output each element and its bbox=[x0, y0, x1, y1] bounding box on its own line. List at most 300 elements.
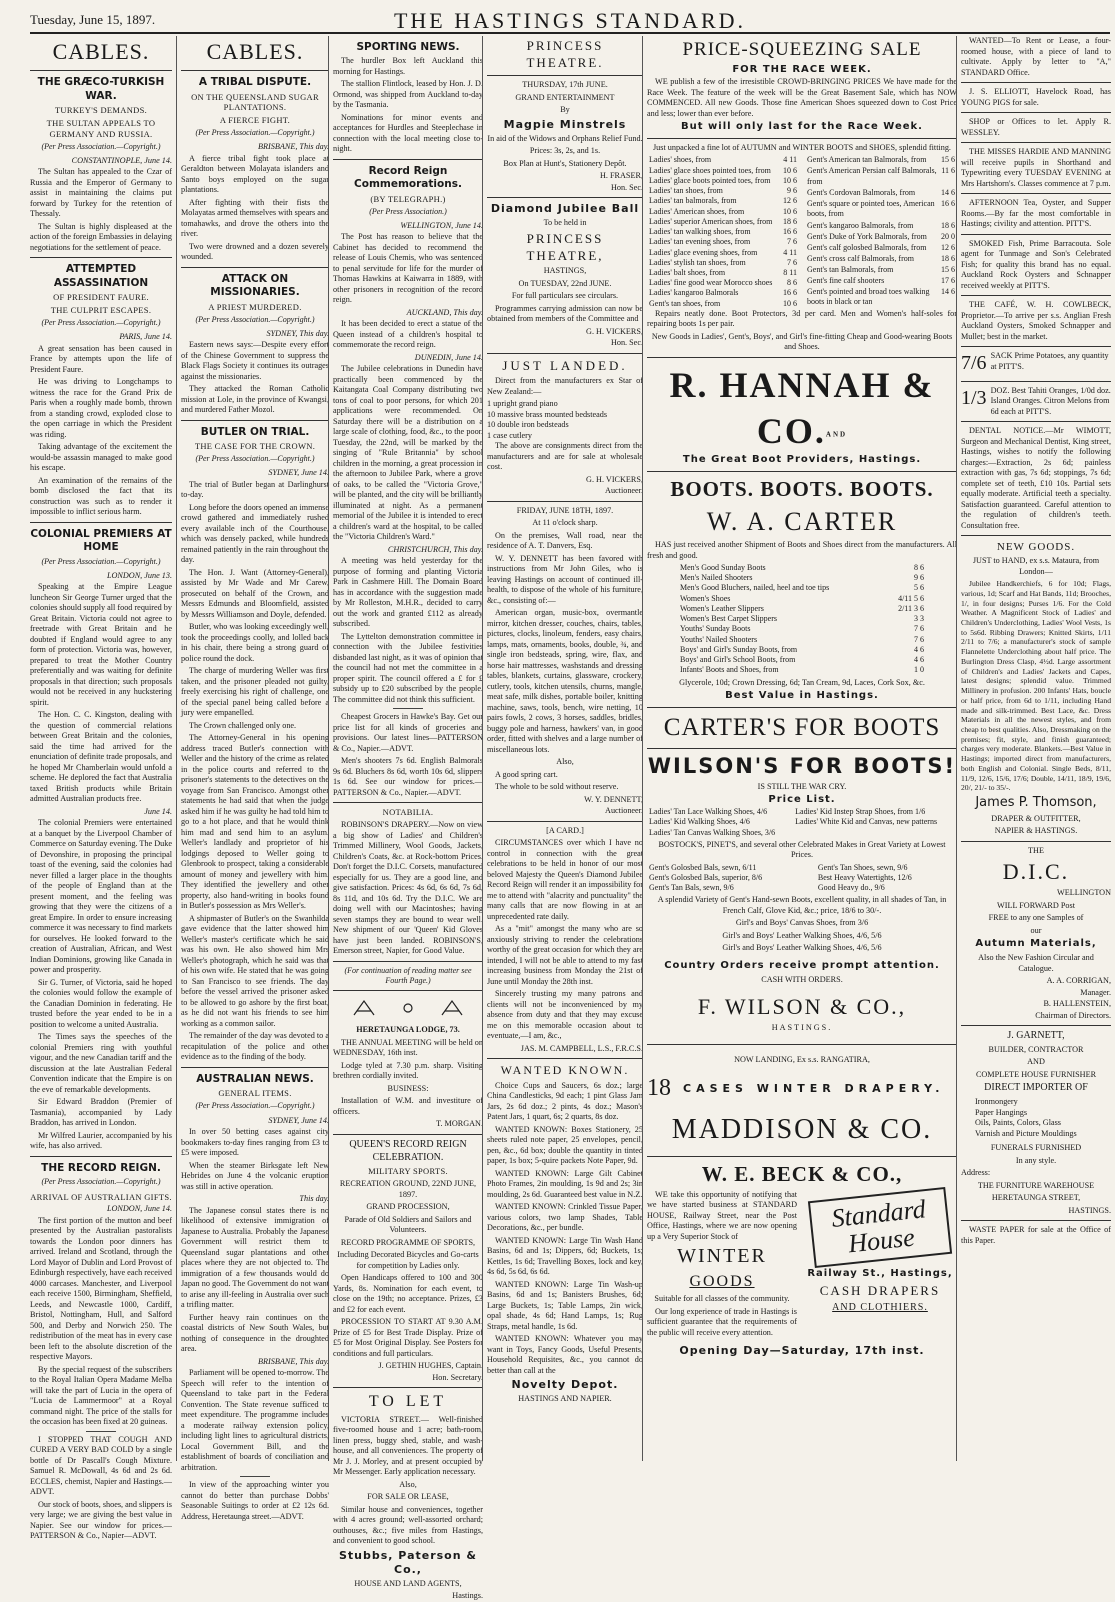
for-sale: FOR SALE OR LEASE, bbox=[367, 1492, 449, 1502]
paragraph: The Hon. C. C. Kingston, dealing with the question of commercial relations between Great Britain and the colonies, said the time had arrived for the enunciation of definite trade proposals, and he hoped Mr Chamberlain would unfold a scheme. He deplored the fact that Australia taxed British products while Britain admitted Australian products free. bbox=[30, 710, 172, 804]
compass-right-icon bbox=[442, 1001, 462, 1015]
beck-logo-area bbox=[803, 1190, 957, 1341]
beck-body bbox=[647, 1190, 957, 1341]
paper-title: THE HASTINGS STANDARD. bbox=[393, 8, 747, 33]
price-row bbox=[805, 188, 957, 199]
article-title: ATTACK ON MISSIONARIES. bbox=[210, 272, 300, 299]
logo-line: House bbox=[846, 1222, 916, 1259]
price-cell: 7 6 bbox=[914, 634, 924, 644]
paragraph: The Jubilee celebrations in Dunedin have practically been commenced by the Kaitangata Coal Company distributing two tons of coal to poor persons, for which 201 applications were recommended. On Saturday there will be a distribution on a large scale of clothing, food, &c., to the poor. Tuesday, the 22nd, will be marked by the singing of "Rule Britannia" by school children in the morning, a great procession in the afternoon to Jubilee Park, where a grove of oaks, to be called the "Victoria Grove," will be planted, and the city will be brilliantly illuminated at night. As a permanent memorial of the Jubilee it is intended to erect a children's ward at the hospital, to be called the "Victoria Children's Ward." bbox=[333, 364, 483, 542]
price-cell: 20 0 bbox=[941, 232, 955, 242]
paragraph: Open Handicaps offered to 100 and 300 Yards, 8s. Nomination for each event, to close on the 19th; no acceptance. Prizes, £3 and £2 for each event. bbox=[333, 1273, 483, 1314]
article-title: ATTEMPTED ASSASSINATION bbox=[53, 263, 149, 289]
new-goods-list: Jubilee Handkerchiefs, 6 for 10d; Flags, various, 1d; Scarf and Hat Bands, 11d; Brooches, 1/, in four designs; Purses 1/6. For the Cold Weather. A Magnificent Stock of Ladies' and Children's Underclothing, Ladies' Wool Vests, 1s to 5s6d. Ribbing Drawers; Knitted Skirts, 1/11 2/11 to 7/6; a manufacturer's stock of sample Flannelette Underclothing about half price. The Burlington Dress Clasp, 4½d. Large assortment of Children's and Ladies' Jackets and Capes, latest designs; splendid value. Trimmed Millinery in profusion. 200 Infants' Hats, boucle or half price, from 6d to 1/11, including Hand made and silk-trimmed. Best Lace, &c. Dress Materials in all the newest styles, and from cheap to best qualities. Also, Dressmaking on the premises; fit, style, and finish guaranteed; charges very moderate. Blankets.—Best Value in Hastings; imported direct from manufacturers, both English and Colonial. Single Beds, 8/11, 11/9, 12/6, 15/6, 17/6; Double, 14/11, 18/9, 19/6, 20/, 21/- to 35/-. bbox=[961, 579, 1111, 793]
garnett-address-label: Address: bbox=[961, 1168, 991, 1178]
divider bbox=[961, 295, 1111, 296]
price-cell: 10 6 bbox=[783, 298, 797, 308]
item-cell: Ladies' Tan Lace Walking Shoes, 4/6 bbox=[649, 807, 768, 817]
column-5 bbox=[642, 36, 961, 1461]
divider bbox=[86, 1431, 116, 1432]
item-cell: Ladies' tan evening shoes, from bbox=[649, 237, 751, 247]
garnett-line: AND bbox=[1027, 1057, 1045, 1067]
signature: Hon. Secretary. bbox=[432, 1372, 483, 1382]
paragraph: The first portion of the mutton and beef presented by the Australian pastoralists towards the London poor dinners has arrived. Ireland and Scotland, through the Lord Mayor of Dublin and Lord Provost of Edinburgh respectively, have each received 4000 carcases. Manchester, and Liverpool each receive 1500, Birmingham, Sheffield, Leeds, and Newcastle 1000, Cardiff, Bristol, Nottingham, Hull, and Salford 500, and Derby and Norwich 250. The redistribution of the meat has in every case been left to the absolute discretion of the respective Mayors. bbox=[30, 1215, 172, 1362]
also: Also, bbox=[556, 757, 574, 767]
beck-winter: WINTER bbox=[677, 1245, 767, 1268]
article-deck: THE CULPRIT ESCAPES. bbox=[50, 305, 152, 316]
sports-procession: GRAND PROCESSION, bbox=[366, 1202, 450, 1212]
paragraph: Mr Wilfred Laurier, accompanied by his wife, has also arrived. bbox=[30, 1130, 172, 1151]
dateline: CHRISTCHURCH, This day. bbox=[387, 544, 483, 554]
divider bbox=[181, 70, 329, 71]
section-head: CABLES. bbox=[206, 39, 304, 64]
potatoes-ad bbox=[961, 351, 1111, 377]
item-cell bbox=[793, 828, 957, 838]
masonic-emblem-icon bbox=[348, 997, 468, 1019]
theatre-box: Box Plan at Hunt's, Stationery Depôt. bbox=[503, 158, 627, 168]
signature: J. GETHIN HUGHES, Captain. bbox=[378, 1361, 483, 1371]
item-cell: Gent's American tan Balmorals, from bbox=[807, 155, 927, 165]
article-title: SPORTING NEWS. bbox=[356, 41, 460, 53]
divider bbox=[30, 1156, 172, 1157]
price-row bbox=[647, 258, 799, 268]
divider bbox=[30, 522, 172, 523]
dateline: BRISBANE, This day. bbox=[258, 1356, 329, 1366]
item-cell: Gent's cross calf Balmorals, from bbox=[807, 254, 914, 264]
sale-sub: FOR THE RACE WEEK. bbox=[732, 64, 872, 76]
paragraph: Two were drowned and a dozen severely wounded. bbox=[181, 241, 329, 262]
sports-including: Including Decorated Bicycles and Go-carts for competition by Ladies only. bbox=[337, 1250, 479, 1270]
article-deck: A FIERCE FIGHT. bbox=[219, 115, 291, 126]
item-cell: Best Heavy Watertights, 12/6 bbox=[817, 873, 912, 882]
divider bbox=[647, 1044, 957, 1045]
sale-last: But will only last for the Race Week. bbox=[681, 121, 923, 133]
divider bbox=[181, 420, 329, 421]
article-title: NOTABILIA. bbox=[382, 807, 434, 818]
carter-glycerole: Glycerole, 10d; Crown Dressing, 6d; Tan Cream, 9d, Laces, Cork Sox, &c. bbox=[679, 677, 925, 687]
wilson-sub: IS STILL THE WAR CRY. bbox=[757, 781, 847, 791]
dic-the: THE bbox=[1028, 845, 1044, 855]
signature: H. FRASER, bbox=[600, 171, 643, 181]
price-cell: 4 6 bbox=[914, 655, 924, 665]
compass-left-icon bbox=[354, 1001, 374, 1015]
price-row bbox=[678, 635, 926, 645]
price-lists bbox=[647, 155, 957, 309]
price-row bbox=[647, 155, 799, 165]
advertisement: In view of the approaching winter you cannot do better than purchase Dobbs' Seasonable Suitings to order at £2 12s 6d. Address, Heretaunga street.—ADVT. bbox=[181, 1480, 329, 1521]
price-cell: 18 6 bbox=[941, 254, 955, 264]
price-row bbox=[647, 299, 799, 309]
price-row bbox=[805, 276, 957, 287]
ball-date: On TUESDAY, 22nd JUNE. bbox=[518, 278, 612, 288]
paragraph: Nominations for minor events and acceptances for Hurdles and Steeplechase in connection with the local meeting close to-night. bbox=[333, 112, 483, 154]
wilson-title: WILSON'S FOR BOOTS! bbox=[647, 753, 957, 778]
theatre-grand: GRAND ENTERTAINMENT bbox=[515, 92, 615, 102]
article-credit: (Per Press Association.—Copyright.) bbox=[195, 1101, 315, 1111]
price-row bbox=[647, 186, 799, 196]
garnett-funerals: FUNERALS FURNISHED bbox=[990, 1143, 1082, 1153]
paragraph: CIRCUMSTANCES over which I have no control in connection with the great celebrations to be held in honor of our most beloved Majesty the Queen's Diamond Jubilee Record Reign will render it an impossibility for me to attend with "alacrity and punctuality" the many calls that are now flowing in at an unprecedented rate daily. bbox=[487, 838, 643, 921]
item-cell: Ladies' glace boots pointed toes, from bbox=[649, 175, 771, 185]
divider bbox=[961, 1025, 1111, 1026]
beck-name: W. E. BECK & CO., bbox=[701, 1161, 903, 1186]
ball-theatre: PRINCESS THEATRE, bbox=[526, 230, 604, 263]
paragraph: American organ, music-box, overmantle mirror, kitchen dresser, couches, chairs, tables, pictures, clocks, linoleum, fenders, easy chairs, lamps, mats, ornaments, books, double, ¾, and single iron bedsteads, spring, wire, flax, and horse hair mattresses, washstands and dressing tables, blankets, curtains, glassware, crockery, cutlery, tools, kitchen utensils, churns, mangle, meat safe, milk dishes, portable boiler, knitting machine, saws, tools, bench, wire netting, 10 pairs fowls, 2 cows, 3 horses, saddles, bridles, buggy pole and harness, hawkers' van, in good order, fitted with shelves and a large number of miscellaneous lots. bbox=[487, 608, 643, 754]
ball-line: To be held in bbox=[543, 218, 587, 228]
item-cell: Gent's pointed and broad toes walking boots in black or tan bbox=[807, 286, 930, 307]
landed-item: 1 upright grand piano bbox=[487, 399, 558, 409]
ladies-price-table bbox=[647, 155, 799, 309]
wilson-girls-line: Girl's and Boys' Leather Walking Shoes, 4/6, 5/6 bbox=[722, 943, 882, 953]
paragraph: The Hon. J. Want (Attorney-General), assisted by Mr Wade and Mr Carew, prosecuted on behalf of the Crown, and Messrs Edmunds and Bloomfield, assisted by Messrs Williamson and Doyle, defended. bbox=[181, 567, 329, 619]
dateline: LONDON, June 14. bbox=[106, 1204, 172, 1214]
advertisement: Men's shooters 7s 6d. English Balmorals 9s 6d. Bluchers 8s 6d, worth 10s 6d, slippers 1s 6d. See our window for prices.—PATTERSON & Co., Napier.—ADVT. bbox=[333, 756, 483, 797]
divider bbox=[961, 421, 1111, 422]
price-cell: 4/11 5 6 bbox=[898, 593, 924, 603]
theatre-by: By bbox=[560, 105, 570, 115]
beck-drapers: CASH DRAPERS bbox=[819, 1283, 941, 1299]
item-cell: Ladies' tan shoes, from bbox=[649, 186, 723, 196]
garnett-name: J. GARNETT, bbox=[1007, 1030, 1065, 1042]
price-cell: 7 6 bbox=[787, 257, 797, 267]
price-cell: 4 6 bbox=[914, 644, 924, 654]
item-cell: Gent's Golosbed Bals, superior, 8/6 bbox=[649, 873, 763, 882]
dateline: June 14. bbox=[144, 806, 172, 816]
beck-text bbox=[647, 1190, 797, 1341]
price-cell: 10 6 bbox=[783, 175, 797, 185]
paragraph: Eastern news says:—Despite every effort of the Chinese Government to suppress the Black Flags Society it continues its outrages against the missionaries. bbox=[181, 340, 329, 381]
price-cell: 4 11 bbox=[783, 247, 797, 257]
signature: B. HALLENSTEIN, bbox=[1043, 999, 1111, 1009]
thomson-line: DRAPER & OUTFITTER, bbox=[991, 813, 1081, 823]
price-row bbox=[647, 166, 799, 176]
ball-title: Diamond Jubilee Ball bbox=[490, 202, 640, 216]
price-cell: 17 6 bbox=[941, 275, 955, 285]
divider bbox=[647, 1156, 957, 1157]
paragraph: The Japanese consul states there is no likelihood of extensive immigration of Japanese to Australia. Probably the Japanese Government will restrict them to Queensland sugar plantations and other places where they are not objected to. The immigration of a few thousands would do Japan no good. The Government do not want to arise any ill-feeling in Australia over such a trifling matter. bbox=[181, 1205, 329, 1310]
price-cell: 18 6 bbox=[941, 221, 955, 231]
price-row bbox=[678, 573, 926, 583]
divider bbox=[333, 802, 483, 803]
sports-parade: Parade of Old Soldiers and Sailors and Volunteers. bbox=[344, 1214, 472, 1235]
article-credit: (Per Press Association.) bbox=[369, 206, 447, 216]
price-row bbox=[805, 287, 957, 309]
divider bbox=[961, 1220, 1111, 1221]
sports-venue: RECREATION GROUND, 22ND JUNE, 1897. bbox=[339, 1179, 477, 1199]
wilson-gents-table bbox=[647, 863, 957, 894]
price-cell: 12 6 bbox=[941, 243, 955, 253]
signature: Auctioneer. bbox=[605, 806, 643, 816]
article-credit: (Per Press Association.—Copyright.) bbox=[195, 314, 315, 324]
dateline: PARIS, June 14. bbox=[119, 332, 172, 342]
item-cell: Gent's tan shoes, from bbox=[649, 298, 721, 308]
classified-ad: SHOP or Offices to let. Apply R. WESSLEY. bbox=[961, 117, 1111, 137]
price-cell: 8 11 bbox=[783, 267, 797, 277]
thomson-line: NAPIER & HASTINGS. bbox=[994, 826, 1078, 836]
item-cell: Gent's fine calf shooters bbox=[807, 275, 885, 285]
masthead bbox=[30, 8, 1110, 34]
garnett-town: HASTINGS. bbox=[1068, 1205, 1111, 1215]
garnett-style: In any style. bbox=[1015, 1155, 1057, 1165]
price-cell: 8 6 bbox=[787, 278, 797, 288]
paragraph: Further heavy rain continues on the coastal districts of New South Wales, but nothing of consequence in the droughted area. bbox=[181, 1312, 329, 1354]
divider bbox=[961, 346, 1111, 347]
article-deck: TURKEY'S DEMANDS. bbox=[54, 105, 148, 116]
paragraph: The Crown challenged only one. bbox=[189, 720, 297, 730]
price-row bbox=[647, 248, 799, 258]
price-row bbox=[647, 217, 799, 227]
column-4 bbox=[482, 36, 647, 1461]
paragraph: WANTED KNOWN: Boxes Stationery, 25 sheets ruled note paper, 25 envelopes, pencil, pen, &c., 6d box; double the quantity in tinted paper, 1s box; 5-quire packets Note Paper, 9d. bbox=[487, 1124, 643, 1166]
classified-ad: AFTERNOON Tea, Oyster, and Supper Rooms.—By far the most comfortable in Hastings; civility and attention. PITT'S. bbox=[961, 198, 1111, 228]
landed-item: 10 massive brass mounted bedsteads bbox=[487, 409, 608, 419]
divider bbox=[647, 471, 957, 472]
item-cell: Ladies' tan walking shoes, from bbox=[649, 227, 751, 237]
signature: Hon. Sec. bbox=[610, 338, 643, 348]
price-row bbox=[805, 166, 957, 188]
to-let-title: TO LET bbox=[368, 1393, 448, 1411]
divider bbox=[30, 70, 172, 71]
divider bbox=[181, 267, 329, 268]
price-cell: 5 6 bbox=[914, 583, 924, 593]
price-row bbox=[805, 155, 957, 166]
theatre-minstrels: Magpie Minstrels bbox=[503, 117, 627, 131]
dic-line: Also the New Fashion Circular and Catalogue. bbox=[978, 953, 1094, 973]
divider bbox=[333, 1134, 483, 1135]
divider bbox=[647, 748, 957, 749]
column-3 bbox=[328, 36, 487, 1601]
article-deck: A PRIEST MURDERED. bbox=[208, 301, 302, 312]
price-row bbox=[647, 873, 957, 883]
price-cell: 18 6 bbox=[783, 216, 797, 226]
wanted-known-title: WANTED KNOWN. bbox=[500, 1063, 630, 1078]
paragraph: A shipmaster of Butler's on the Swanhilda gave evidence that the latter showed him Weller's master's certificate which he said was his own. He also showed him Mrs Weller's photograph, which he said was that of his own wife. He stated that he was going to San Francisco to see friends. The day before the vessel arrived the prisoner asked to be allowed to go ashore by the first boat, as he did not want his friends to see him working as a common sailor. bbox=[181, 913, 329, 1028]
wilson-firm: F. WILSON & CO., bbox=[697, 994, 907, 1020]
paragraph: PROCESSION TO START AT 9.30 A.M. Prize of £5 for Best Trade Display. Prize of £5 for Most Original Display. See Posters for conditions and full particulars. bbox=[333, 1317, 483, 1358]
issue-date: Tuesday, June 15, 1897. bbox=[30, 12, 156, 27]
item-cell: Gent's Duke of York Balmorals, from bbox=[807, 232, 927, 242]
article-title: BUTLER ON TRIAL. bbox=[200, 425, 310, 438]
divider bbox=[647, 707, 957, 708]
item-cell: Ladies' balt shoes, from bbox=[649, 267, 726, 277]
paragraph: Butler, who was looking exceedingly well, took the proceedings coolly, and lolled back in his chair, there being a strong guard of police round the dock. bbox=[181, 622, 329, 663]
article-title: A TRIBAL DISPUTE. bbox=[198, 76, 312, 89]
beck-suitable: Suitable for all classes of the community. bbox=[654, 1294, 790, 1304]
article-title: Record Reign Commemorations. bbox=[354, 164, 462, 191]
maddison-name: MADDISON & CO. bbox=[671, 1114, 933, 1146]
price-row bbox=[678, 563, 926, 573]
item-cell: Gent's square or pointed toes, American boots, from bbox=[807, 199, 935, 219]
dateline: DUNEDIN, June 14. bbox=[414, 352, 483, 362]
price-cell: 12 6 bbox=[783, 196, 797, 206]
dic-line: our bbox=[1030, 925, 1042, 935]
item-cell: Infants' Boots and Shoes, from bbox=[680, 665, 779, 675]
auction-date: FRIDAY, JUNE 18TH, 1897. bbox=[516, 505, 614, 515]
paragraph: The Times says the speeches of the colonial Premiers ring with youthful vigour, and the new Canadian tariff and the discussion at the late Australian Federal Convention indicate that the Empire is on the eve of remarkable developments. bbox=[30, 1032, 172, 1094]
paragraph: An examination of the remains of the bomb disclosed the fact that its construction was such as to render it impossible to inflict serious harm. bbox=[30, 475, 172, 517]
column-6 bbox=[956, 36, 1115, 1461]
advertisement: Cheapest Grocers in Hawke's Bay. Get our price list for all kinds of groceries and provisions. Our latest lines—PATTERSON & Co., Napier.—ADVT. bbox=[333, 712, 483, 753]
depot-town: HASTINGS AND NAPIER. bbox=[518, 1394, 612, 1404]
classified-ad: DENTAL NOTICE.—Mr WIMOTT, Surgeon and Mechanical Dentist, King street, Hastings, wishes to notify the following charges:—Extraction, 2s 6d; painless extraction with gas, 7s 6d; stoppings, 7s 6d; complete set of teeth, £10 10s. Partial sets equally moderate. Artificial teeth a specialty. Satisfaction guaranteed. Careful attention to the regulation of children's teeth. Consultation free. bbox=[961, 426, 1111, 530]
columns bbox=[30, 36, 1111, 1601]
price-row bbox=[805, 243, 957, 254]
divider bbox=[487, 1058, 643, 1059]
price-cell: 16 6 bbox=[783, 288, 797, 298]
paragraph: The Sultan has appealed to the Czar of Russia and the Emperor of Germany to assist in maintaining the claims put forward by Turkey for the retention of Thessaly. bbox=[30, 167, 172, 219]
carter-price-table bbox=[678, 563, 926, 676]
article-credit: (Per Press Association.—Copyright.) bbox=[41, 556, 161, 566]
sale-unpacked: Just unpacked a fine lot of AUTUMN and WINTER BOOTS and SHOES, splendid fitting. bbox=[653, 142, 951, 152]
price-row bbox=[647, 288, 799, 298]
item-cell: Ladies' Kid Instep Strap Shoes, from 1/6 bbox=[795, 807, 926, 817]
dateline: WELLINGTON, June 14. bbox=[400, 220, 483, 230]
paragraph: Sir G. Turner, of Victoria, said he hoped the colonies would follow the example of the Canadian Dominion in federating. He trusted before the year ended to be in a position to welcome a united Australia. bbox=[30, 977, 172, 1029]
column-2 bbox=[176, 36, 333, 1521]
wilson-girls-line: Girl's and Boys' Leather Walking Shoes, 4/6, 5/6 bbox=[722, 930, 882, 940]
article-title: AUSTRALIAN NEWS. bbox=[196, 1072, 314, 1085]
potatoes-price: 7/6 bbox=[961, 352, 987, 374]
wilson-country: Country Orders receive prompt attention. bbox=[664, 959, 940, 971]
price-row bbox=[678, 614, 926, 624]
item-cell: Men's Good Bluchers, nailed, heel and toe tips bbox=[680, 583, 830, 593]
item-cell: Men's Good Sunday Boots bbox=[680, 563, 766, 573]
price-cell: 7 6 bbox=[787, 237, 797, 247]
price-row bbox=[678, 583, 926, 593]
paragraph: Direct from the manufacturers ex Star of New Zealand:— bbox=[487, 376, 643, 396]
paragraph: W. Y. DENNETT has been favored with instructions from Mr John Giles, who is leaving Hastings on account of continued ill-health, to dispose of the whole of his furniture, &c., consisting of:— bbox=[487, 553, 643, 605]
item-cell: Gent's kangaroo Balmorals, from bbox=[807, 221, 914, 231]
paragraph: Sir Edward Braddon (Premier of Tasmania), accompanied by Lady Braddon, has arrived in London. bbox=[30, 1097, 172, 1128]
divider bbox=[961, 234, 1111, 235]
auction-time: At 11 o'clock sharp. bbox=[532, 518, 598, 528]
price-row bbox=[805, 254, 957, 265]
price-cell: 2/11 3 6 bbox=[898, 603, 924, 613]
maddison-cases-row bbox=[647, 1073, 957, 1104]
price-cell: 15 6 bbox=[941, 264, 955, 274]
divider bbox=[333, 159, 483, 160]
price-row bbox=[647, 883, 957, 893]
price-row bbox=[678, 594, 926, 604]
price-row bbox=[805, 265, 957, 276]
paragraph: It has been decided to erect a statue of the Queen instead of a children's hospital to commemorate the record reign. bbox=[333, 319, 483, 350]
beck-goods: GOODS bbox=[689, 1272, 755, 1290]
dateline: SYDNEY, This day. bbox=[266, 328, 329, 338]
wilson-cash: CASH WITH ORDERS. bbox=[761, 974, 843, 984]
article-title: COLONIAL PREMIERS AT HOME bbox=[30, 527, 172, 554]
price-row bbox=[647, 268, 799, 278]
dic-line: WILL FORWARD Post bbox=[997, 900, 1075, 910]
price-row bbox=[678, 604, 926, 614]
item-cell: Gent's calf golosbed Balmorals, from bbox=[807, 243, 927, 253]
item-cell: Ladies' American shoes, from bbox=[649, 206, 745, 216]
lodge-name: HERETAUNGA LODGE, 73. bbox=[356, 1025, 460, 1035]
item-cell: Gent's Golosbed Bals, sewn, 6/11 bbox=[649, 862, 757, 872]
divider bbox=[961, 82, 1111, 83]
article-deck: ON THE QUEENSLAND SUGAR PLANTATIONS. bbox=[191, 91, 319, 113]
price-cell: 14 6 bbox=[941, 286, 955, 296]
paragraph: Installation of W.M. and investiture of officers. bbox=[333, 1096, 483, 1116]
wilson-girls-line: Girl's and Boys' Canvas Shoes, from 3/6 bbox=[735, 918, 869, 928]
divider bbox=[961, 112, 1111, 113]
price-cell: 14 6 bbox=[941, 188, 955, 198]
paragraph: After fighting with their fists the Molayatas armed themselves with spears and tomahawks, and drove the others into the river. bbox=[181, 197, 330, 239]
signature: Chairman of Directors. bbox=[1035, 1010, 1111, 1020]
dateline: This day. bbox=[299, 1194, 329, 1204]
divider bbox=[487, 821, 643, 822]
item-cell: Youths' Sunday Boots bbox=[680, 624, 751, 634]
article-deck: ARRIVAL OF AUSTRALIAN GIFTS. bbox=[30, 1191, 172, 1202]
sale-new-goods: New Goods in Ladies', Gent's, Boys', and Girl's fine-fitting Cheap and Good-wearing Boots and Shoes. bbox=[651, 331, 953, 352]
paragraph: As a "mit" amongst the many who are so anxiously striving to render the celebrations worthy of the great occasion for which they are intended, I will not be able to attend to my fast increasing business from Monday the 21st of June until Monday the 28th inst. bbox=[487, 924, 643, 986]
signature: W. Y. DENNETT, bbox=[584, 794, 643, 804]
divider bbox=[181, 1067, 329, 1068]
item-cell: Ladies' stylish tan shoes, from bbox=[649, 257, 746, 267]
price-row bbox=[647, 176, 799, 186]
paragraph: Long before the doors opened an immense crowd gathered and immediately rushed every available inch of the Courthouse, which was densely packed, while hundreds remained patiently in the rain throughout the day. bbox=[181, 502, 329, 565]
signature: G. H. VICKERS, bbox=[586, 474, 643, 484]
garnett-line: BUILDER, CONTRACTOR bbox=[988, 1044, 1084, 1054]
paragraph: The charge of murdering Weller was first taken, and the prisoner pleaded not guilty, freely exercising his right of challenge, one of the special panel being called before a jury were empanelled. bbox=[181, 666, 329, 718]
paragraph: Parliament will be opened to-morrow. The Speech will refer to the intention of Queensland to take part in the Federal Convention. The State revenue sufficed to meet expenditure. The programme includes a moderate railway extension policy, including light lines to agricultural districts, Local Government Bill, and the establishment of boards of conciliation and arbitration. bbox=[181, 1368, 329, 1472]
wilson-handsewn: A splendid Variety of Gent's Hand-sewn Boots, excellent quality, in all shades of Tan, in French Calf, Glove Kid, &c.; price, 18/6 to 30/-. bbox=[657, 895, 947, 915]
price-row bbox=[647, 207, 799, 217]
classified-ad: WANTED—To Rent or Lease, a four-roomed house, with a piece of land to cultivate. Apply by letter to "A," STANDARD Office. bbox=[961, 36, 1111, 77]
advertisement: I STOPPED THAT COUGH AND CURED A VERY BAD COLD by a single bottle of Dr Pascall's Cough Mixture. Samuel R. McDowall, 4s 6d and 2s 6d. ECCLES, chemist, Napier and Hastings.—ADVT. bbox=[30, 1434, 172, 1497]
emblem-centre-icon bbox=[404, 1004, 412, 1012]
divider bbox=[333, 1387, 483, 1388]
classified-ad: J. S. ELLIOTT, Havelock Road, has YOUNG PIGS for sale. bbox=[961, 87, 1111, 107]
paragraph: VICTORIA STREET.— Well-finished five-roomed house and 1 acre; bath-room, linen press, buggy shed, stable, and wash-house, and all conveniences. The property of Mr J. J. Morley, and at present occupied by Mr Messenger. Early application necessary. bbox=[333, 1414, 483, 1477]
price-cell: 3 3 bbox=[914, 614, 924, 624]
price-cell: 16 6 bbox=[941, 199, 955, 209]
price-cell: 15 6 bbox=[941, 155, 955, 165]
theatre-prices: Prices: 3s, 2s, and 1s. bbox=[529, 146, 601, 156]
column-1 bbox=[30, 36, 176, 1541]
paragraph: A good spring cart. bbox=[495, 769, 558, 779]
paragraph: Choice Cups and Saucers, 6s doz.; large China Candlesticks, 9d each; 1 pint Glass Jam Jars, 2s 6d doz.; 2 pints, 4s doz.; Mason's Patent Jars, 1 quart, 6s; 2 quarts, 8s doz. bbox=[487, 1080, 643, 1122]
article-credit: (Per Press Association.—Copyright.) bbox=[41, 1177, 161, 1187]
paragraph: Our long experience of trade in Hastings is sufficient guarantee that the requirements of the public will receive every attention. bbox=[647, 1306, 797, 1337]
price-cell: 9 6 bbox=[787, 186, 797, 196]
item-cell: Women's Leather Slippers bbox=[680, 603, 764, 613]
divider bbox=[961, 381, 1111, 382]
divider bbox=[647, 138, 957, 139]
sports-programme: RECORD PROGRAMME OF SPORTS, bbox=[340, 1237, 476, 1247]
article-credit: (Per Press Association.—Copyright.) bbox=[195, 454, 315, 464]
potatoes-text: SACK Prime Potatoes, any quantity at PITT'S. bbox=[990, 351, 1109, 371]
paragraph: Repairs neatly done. Boot Protectors, 3d per card. Men and Women's half-soles for repairing boots 1s per pair. bbox=[647, 308, 957, 329]
item-cell: Gent's American Persian calf Balmorals, from bbox=[807, 166, 937, 186]
price-row bbox=[678, 655, 926, 665]
paragraph: WANTED KNOWN: Large Gilt Cabinet Photo Frames, 2in moulding, 1s 9d and 2s; 3in moulding, 2s 6d. Guaranteed best value in N.Z. bbox=[487, 1168, 643, 1199]
maddison-landing: NOW LANDING, Ex s.s. RANGATIRA, bbox=[734, 1054, 870, 1064]
article-title: THE GRÆCO-TURKISH WAR. bbox=[37, 76, 165, 102]
gents-price-table bbox=[805, 155, 957, 309]
garnett-item: Oils, Paints, Colors, Glass bbox=[975, 1118, 1061, 1128]
paragraph: WANTED KNOWN: Large Tin Wash Hand Basins, 6d and 1s; Dippers, 6d; Buckets, 1s; Kettles, 1s 6d; Travelling Boxes, lock and key, 4s 6d, 5s 6d, 6s 6d. bbox=[487, 1235, 643, 1277]
paragraph: The stallion Flintlock, leased by Hon. J. D. Ormond, was shipped from Auckland to-day by the Tasmania. bbox=[333, 79, 483, 110]
item-cell: Ladies' Tan Canvas Walking Shoes, 3/6 bbox=[649, 827, 776, 837]
theatre-aid: In aid of the Widows and Orphans Relief Fund. bbox=[487, 133, 643, 143]
price-row bbox=[678, 645, 926, 655]
landed-item: 10 double iron bedsteads bbox=[487, 420, 569, 430]
item-cell: Ladies' glace shoes pointed toes, from bbox=[649, 165, 771, 175]
price-row bbox=[647, 828, 957, 838]
dateline: LONDON, June 13. bbox=[106, 570, 172, 580]
price-cell: 10 6 bbox=[783, 206, 797, 216]
item-cell: Youths' Nailed Shooters bbox=[680, 634, 758, 644]
